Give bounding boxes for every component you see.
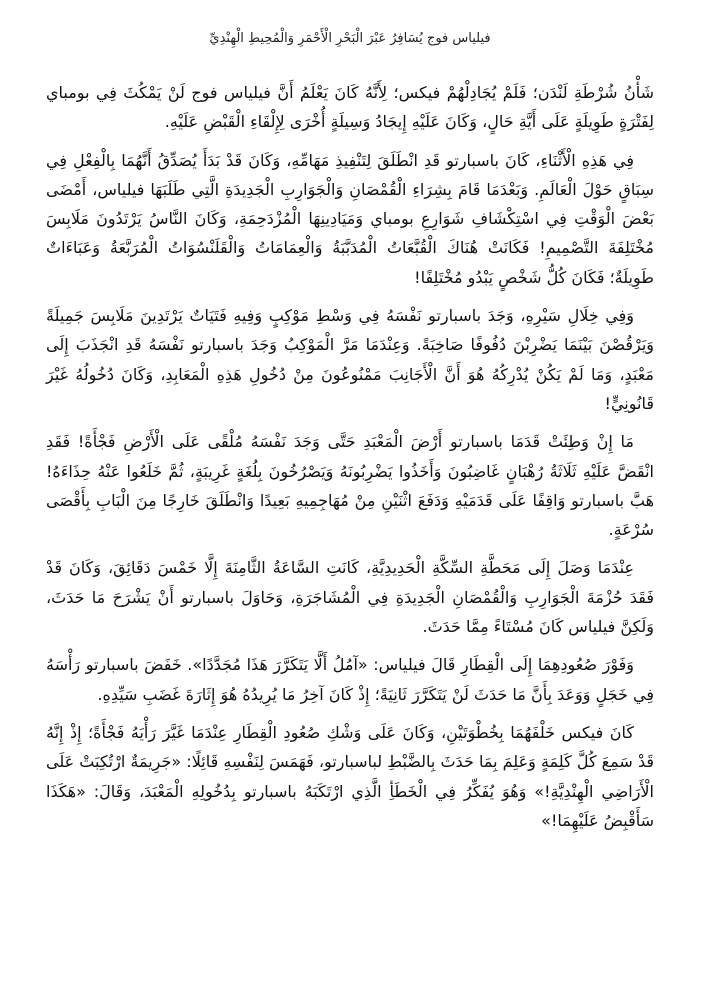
paragraph: مَا إِنْ وَطِئَتْ قَدَمَا باسبارتو أَرْضَ الْمَعْبَدِ حَتَّى وَجَدَ نَفْسَهُ مُلْقًى عَلَى الْأَرْضِ فَجْأَةً! فَقَدِ انْقَضَّ عَلَيْهِ ثَلَاثَةُ رُهْبَانٍ غَاضِبُونَ وَأَخَذُوا يَضْرِبُونَهُ وَيَصْرُخُونَ بِلُغَةٍ غَرِيبَةٍ، ثُمَّ خَلَعُوا عَنْهُ حِذَاءَهُ! هَبَّ باسبارتو وَاقِفًا عَلَى قَدَمَيْهِ وَدَفَعَ اثْنَيْنِ مِنْ مُهَاجِمِيهِ بَعِيدًا وَانْطَلَقَ خَارِجًا مِنَ الْبَابِ بِأَقْصَى سُرْعَةٍ. bbox=[46, 432, 654, 540]
paragraph: وَفِي خِلَالِ سَيْرِهِ، وَجَدَ باسبارتو نَفْسَهُ فِي وَسْطِ مَوْكِبٍ وَفِيهِ فَتَيَاتٌ يَرْتَدِينَ مَلَابِسَ جَمِيلَةً وَيَرْقُصْنَ بَيْنَمَا يَضْرِبْنَ دُفُوفًا صَاخِبَةً. وَعِنْدَمَا مَرَّ الْمَوْكِبُ وَجَدَ باسبارتو نَفْسَهُ قَدِ انْجَذَبَ إِلَى مَعْبَدٍ، وَمَا لَمْ يَكُنْ يُدْرِكُهُ هُوَ أَنَّ الْأَجَانِبَ مَمْنُوعُونَ مِنْ دُخُولِ هَذِهِ الْمَعَابِدِ، وَكَانَ دُخُولُهُ غَيْرَ قَانُونِيٍّ! bbox=[46, 306, 654, 413]
paragraph: عِنْدَمَا وَصَلَ إِلَى مَحَطَّةِ السِّكَّةِ الْحَدِيدِيَّةِ، كَانَتِ السَّاعَةُ الثَّامِنَةَ إِلَّا خَمْسَ دَقَائِقَ، وَكَانَ قَدْ فَقَدَ حُزْمَةَ الْجَوَارِبِ وَالْقُمْصَانِ الْجَدِيدَةِ فِي الْمُشَاجَرَةِ، وَحَاوَلَ باسبارتو أَنْ يَشْرَحَ مَا حَدَثَ، وَلَكِنَّ فيلياس كَانَ مُسْتَاءً مِمَّا حَدَثَ. bbox=[46, 558, 654, 637]
body-text bbox=[46, 78, 654, 835]
running-header: فيلياس فوج يُسَافِرُ عَبْرَ الْبَحْرِ الْأَحْمَرِ وَالْمُحِيطِ الْهِنْدِيِّ bbox=[209, 31, 491, 46]
paragraph: شَأْنُ شُرْطَةِ لَنْدَن؛ فَلَمْ يُجَادِلْهُمْ فيكس؛ لِأَنَّهُ كَانَ يَعْلَمُ أَنَّ فيلياس فوج لَنْ يَمْكُثَ فِي بومباي لِفَتْرَةٍ طَوِيلَةٍ عَلَى أَيَّةِ حَالٍ، وَكَانَ عَلَيْهِ إِيجَادُ وَسِيلَةٍ أُخْرَى لِإِلْقَاءِ الْقَبْضِ عَلَيْهِ. bbox=[46, 83, 654, 132]
paragraph: وَفَوْرَ صُعُودِهِمَا إِلَى الْقِطَارِ قَالَ فيلياس: «آمُلُ أَلَّا يَتَكَرَّرَ هَذَا مُجَدَّدًا». خَفَضَ باسبارتو رَأْسَهُ فِي خَجَلٍ وَوَعَدَ بِأَنَّ مَا حَدَثَ لَنْ يَتَكَرَّرَ ثَانِيَةً؛ إِذْ كَانَ آخِرُ مَا يُرِيدُهُ هُوَ إِثَارَةَ غَضَبِ سَيِّدِهِ. bbox=[46, 655, 654, 704]
paragraph: كَانَ فيكس خَلْفَهُمَا بِخُطْوَتَيْنِ، وَكَانَ عَلَى وَشْكِ صُعُودِ الْقِطَارِ عِنْدَمَا غَيَّرَ رَأْيَهُ فَجْأَةً؛ إِذْ إِنَّهُ قَدْ سَمِعَ كُلَّ كَلِمَةٍ وَعَلِمَ بِمَا حَدَثَ بِالضَّبْطِ لباسبارتو، فَهَمَسَ لِنَفْسِهِ قَائِلًا: «جَرِيمَةٌ ارْتُكِبَتْ عَلَى الْأَرَاضِي الْهِنْدِيَّةِ!» وَهُوَ يُفَكِّرُ فِي الْخَطَأِ الَّذِي ارْتَكَبَهُ باسبارتو بِدُخُولِهِ الْمَعْبَدَ، وَقَالَ: «هَكَذَا سَأَقْبِضُ عَلَيْهِمَا!» bbox=[46, 722, 654, 830]
paragraph: فِي هَذِهِ الْأَثْنَاءِ، كَانَ باسبارتو قَدِ انْطَلَقَ لِتَنْفِيذِ مَهَامِّهِ، وَكَانَ قَدْ بَدَأَ يُصَدِّقُ أَنَّهُمَا بِالْفِعْلِ فِي سِبَاقٍ حَوْلَ الْعَالَمِ. وَبَعْدَمَا قَامَ بِشِرَاءِ الْقُمْصَانِ وَالْجَوَارِبِ الْجَدِيدَةِ الَّتِي طَلَبَهَا فيلياس، أَمْضَى بَعْضَ الْوَقْتِ فِي اسْتِكْشَافِ شَوَارِعِ بومباي وَمَيَادِينِهَا الْمُزْدَحِمَةِ، وَكَانَ النَّاسُ يَرْتَدُونَ مَلَابِسَ مُخْتَلِفَةَ التَّصْمِيمِ! فَكَانَتْ هُنَاكَ الْقُبَّعَاتُ الْمُدَبَّبَةُ وَالْعِمَامَاتُ وَالْقَلَنْسُوَاتُ الْمُرَبَّعَةُ وَعَبَاءَاتٌ طَوِيلَةٌ؛ فَكَانَ كُلُّ شَخْصٍ يَبْدُو مُخْتَلِفًا! bbox=[46, 150, 654, 287]
